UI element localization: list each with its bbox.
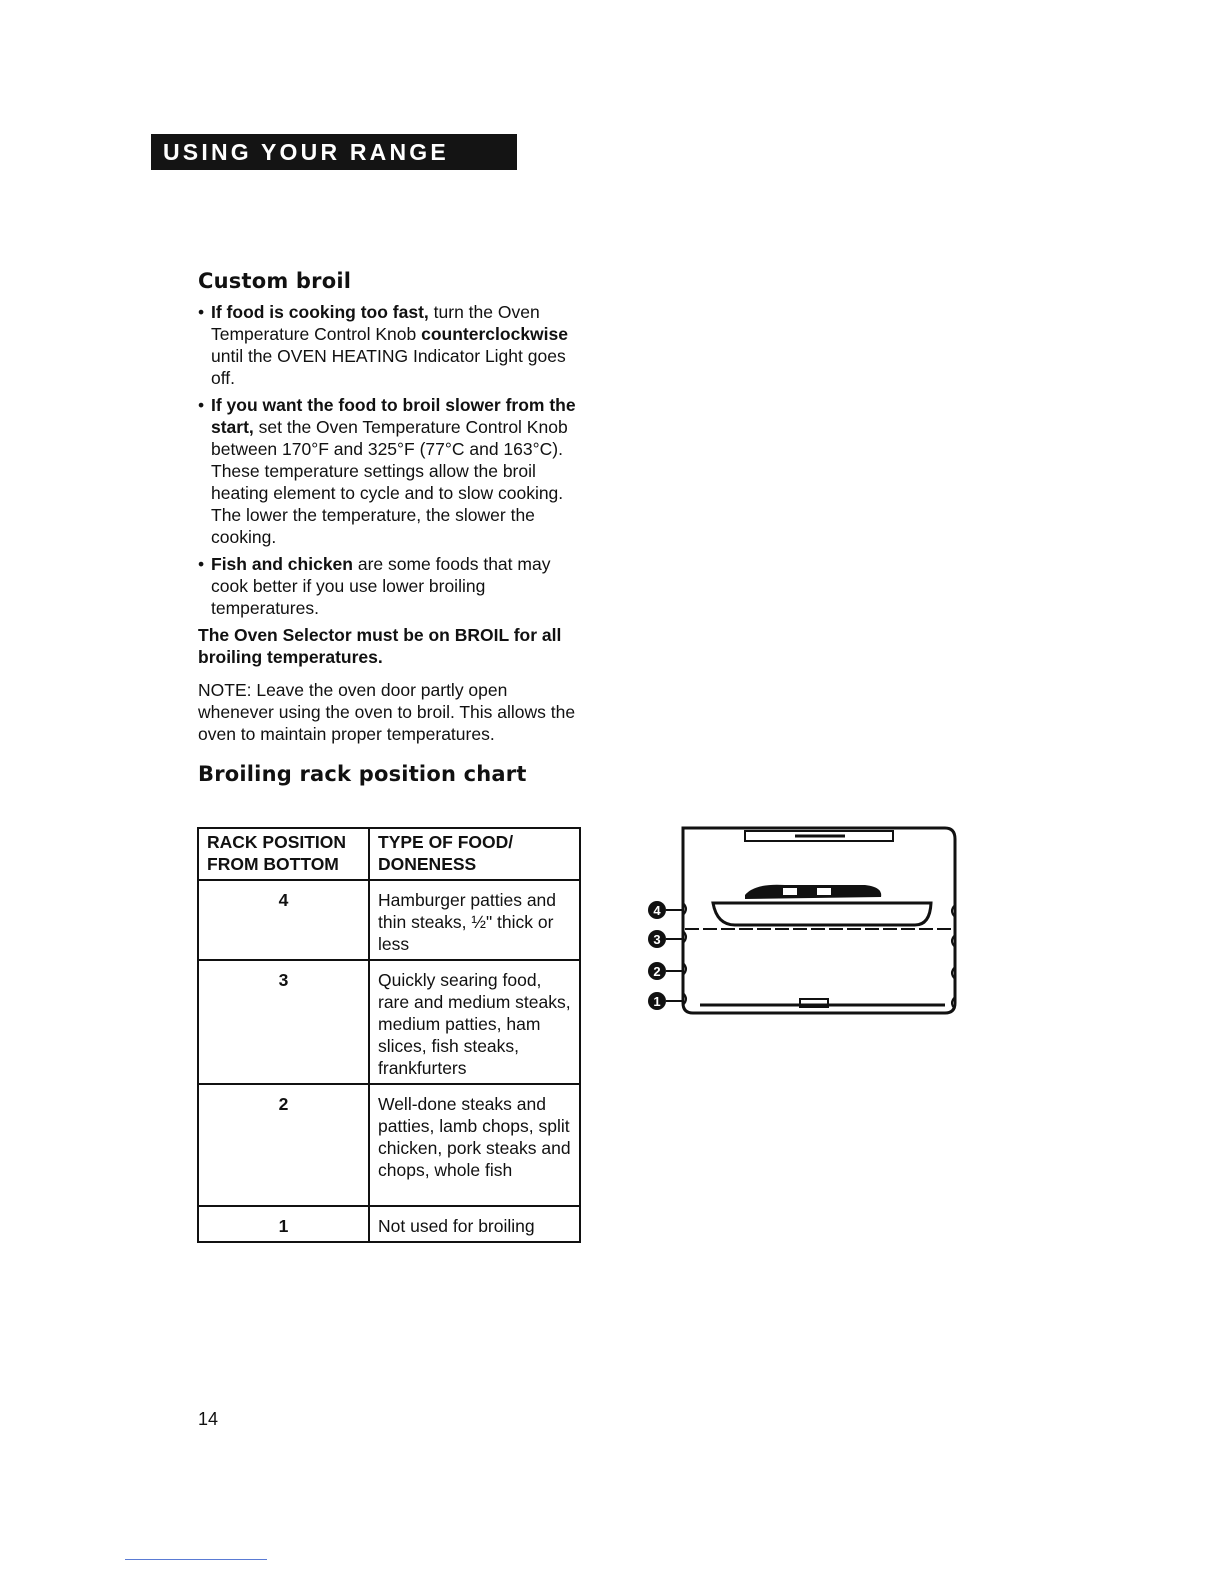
chart-heading: Broiling rack position chart [198, 762, 527, 786]
position-2-label: 2 [653, 964, 661, 979]
bullet-bold-text: If you want the food to broil slower from the start, [211, 395, 576, 437]
bullet-bold-text: If food is cooking too fast, [211, 302, 429, 322]
rack-position-labels [648, 901, 683, 1010]
food-cell: Hamburger patties and thin steaks, ½" thick or less [369, 880, 580, 960]
bullet-bold-text: counterclockwise [421, 324, 568, 344]
bullet-text: turn the Oven Temperature Control Knob [211, 302, 540, 344]
custom-broil-heading: Custom broil [198, 269, 352, 293]
food-highlight [817, 888, 831, 895]
page-number: 14 [198, 1409, 219, 1429]
note-text: Leave the oven door partly open whenever using the oven to broil. This allows the oven to maintain proper temperatures. [198, 680, 576, 744]
bullet-text: until the OVEN HEATING Indicator Light goes off. [211, 346, 566, 388]
oven-rack-diagram [645, 825, 965, 1025]
food-cell: Not used for broiling [369, 1206, 580, 1242]
rack-cell: 3 [198, 960, 369, 1084]
food-cell: Well-done steaks and patties, lamb chops, split chicken, pork steaks and chops, whole fish [369, 1084, 580, 1206]
position-4-label: 4 [653, 903, 661, 918]
broil-requirement: The Oven Selector must be on BROIL for all broiling temperatures. [198, 625, 562, 667]
note-label: NOTE: [198, 680, 252, 700]
bullet-text: set the Oven Temperature Control Knob between 170°F and 325°F (77°C and 163°C). These temperature settings allow the broil heating element to cycle and to slow cooking. The lower the temperature, the slower the cooking. [211, 417, 568, 547]
table-row [198, 880, 580, 960]
position-3-label: 3 [653, 932, 661, 947]
rack-cell: 1 [198, 1206, 369, 1242]
list-item [198, 394, 583, 548]
header-food-type: TYPE OF FOOD/ DONENESS [369, 828, 580, 880]
position-1-label: 1 [653, 994, 661, 1009]
bullet-text: are some foods that may cook better if you use lower broiling temperatures. [211, 554, 551, 618]
rack-cell: 2 [198, 1084, 369, 1206]
food-on-pan [745, 885, 881, 899]
bullet-bold-text: Fish and chicken [211, 554, 353, 574]
header-rack-position: RACK POSITION FROM BOTTOM [198, 828, 369, 880]
broiler-pan [713, 903, 931, 925]
custom-broil-section [198, 270, 583, 801]
table-header-row [198, 828, 580, 880]
note [198, 679, 583, 745]
table-row [198, 1084, 580, 1206]
custom-broil-list [198, 301, 583, 619]
section-banner: USING YOUR RANGE [151, 134, 517, 170]
rack-position-table [197, 827, 581, 1243]
table-row [198, 960, 580, 1084]
list-item [198, 553, 583, 619]
food-highlight [783, 888, 797, 895]
food-cell: Quickly searing food, rare and medium steaks, medium patties, ham slices, fish steaks, frankfurters [369, 960, 580, 1084]
table-row [198, 1206, 580, 1242]
rack-cell: 4 [198, 880, 369, 960]
footer-rule [125, 1559, 267, 1560]
list-item [198, 301, 583, 389]
